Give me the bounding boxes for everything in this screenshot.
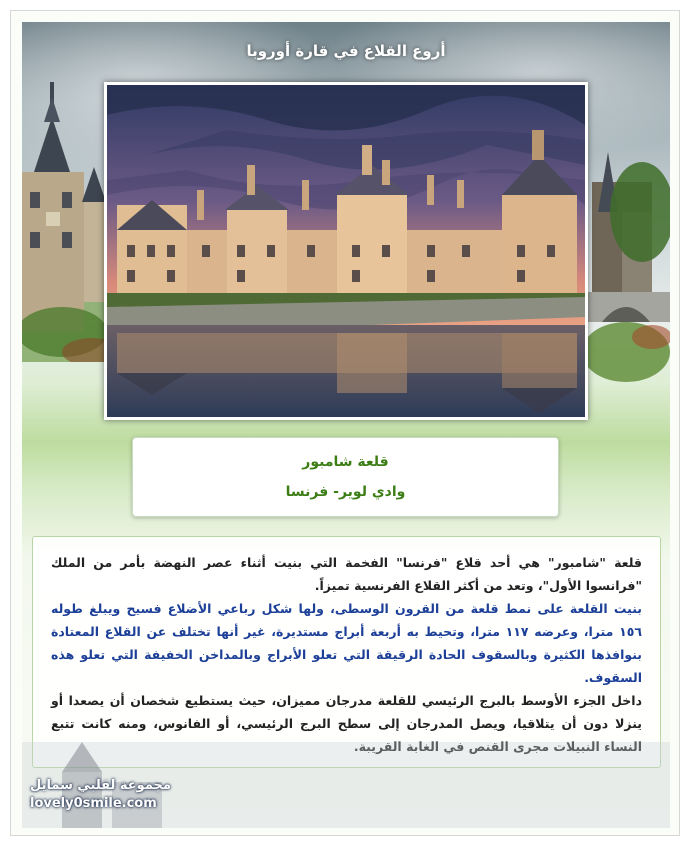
page-title: أروع القلاع في قارة أوروبا — [246, 42, 446, 60]
description-paragraph-2: بنيت القلعة على نمط قلعة من القرون الوسطى، ولها شكل رباعي الأضلاع فسيح ويبلغ طوله ١٥٦ مترا، وعرضه ١١٧ مترا، وتحيط به أربعة أبراج مستديرة، غير أنها تختلف عن القلاع المعتادة بنوافذها الكثيرة وبالسقوف الحادة الرقيقة التي تعلو الأبراج وبالمداخن الخفيفة التي تعلو هذه السقوف. — [51, 601, 643, 685]
left-palace-decoration — [22, 62, 112, 362]
content-panel — [22, 22, 670, 828]
description-paragraph-1: قلعة "شامبور" هي أحد قلاع "فرنسا" الفخمة التي بنيت أثناء عصر النهضة بأمر من الملك "فرانسوا الأول"، وتعد من أكثر القلاع الفرنسية تميزاً. — [51, 555, 642, 593]
watermark-url[interactable]: lovely0smile.com — [30, 796, 157, 811]
castle-name: قلعة شامبور — [302, 454, 389, 470]
description-box — [32, 536, 661, 768]
caption-card — [132, 437, 559, 517]
right-palace-decoration — [582, 152, 670, 392]
castle-location: وادي لوير- فرنسا — [285, 484, 406, 500]
description-paragraph-3: داخل الجزء الأوسط بالبرج الرئيسي للقلعة مدرجان مميزان، حيث يستطيع شخصان أن يصعدا أو ينزلا دون أن يتلاقيا، ويصل المدرجان إلى سطح البرج الرئيسي، أو الفانوس، ومنه كانت تتبع النساء النبيلات مجرى القنص في الغابة القريبة. — [51, 693, 642, 754]
watermark-arabic: مجموعة لقلبي سمايل — [30, 778, 171, 793]
chambord-castle-image — [107, 85, 585, 417]
site-watermark — [30, 778, 190, 811]
castle-photo — [104, 82, 588, 420]
